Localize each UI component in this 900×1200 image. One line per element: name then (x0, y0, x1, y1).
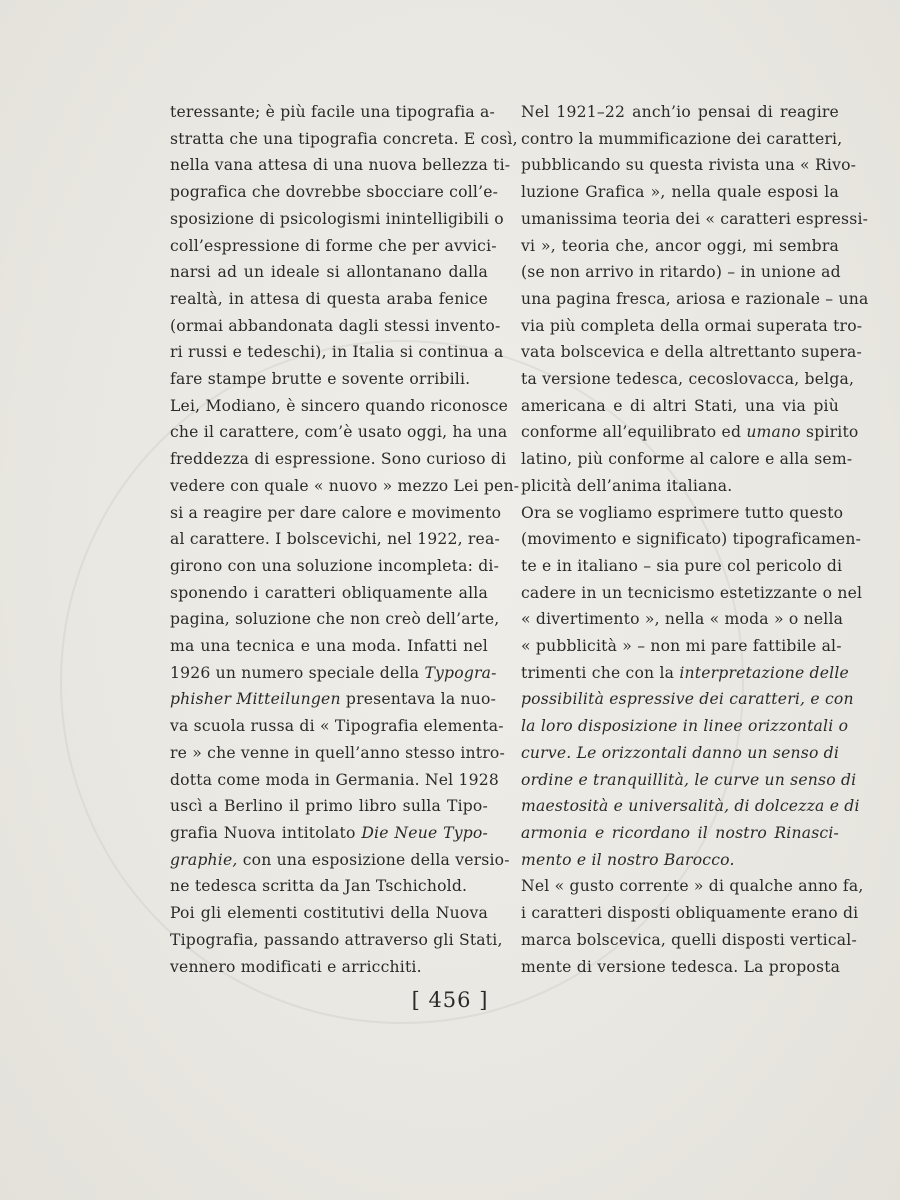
text-run: teressante; è più facile una tipografia a- (170, 103, 496, 121)
text-run: Ora se vogliamo esprimere tutto questo (521, 503, 844, 522)
text-line (521, 847, 839, 874)
text-run: coll’espressione di forme che per avvici- (170, 236, 497, 255)
text-run: americana e di altri Stati, una via più (521, 396, 839, 415)
text-run: ri russi e tedeschi), in Italia si continua a (170, 343, 504, 362)
text-run: 1926 un numero speciale della (170, 663, 425, 682)
text-run: pagina, soluzione che non creò dell’arte, (170, 610, 500, 629)
text-run: si a reagire per dare calore e movimento (170, 503, 502, 522)
text-line (170, 339, 504, 366)
text-run: luzione Grafica », nella quale esposi la (521, 183, 839, 202)
text-line (170, 419, 508, 446)
text-line (521, 713, 849, 740)
text-line (170, 366, 488, 393)
text-run: al carattere. I bolscevichi, nel 1922, rea- (170, 530, 500, 549)
text-line (521, 393, 839, 420)
text-run: fare stampe brutte e sovente orribili. (170, 370, 471, 389)
text-line (521, 419, 859, 446)
text-run: (ormai abbandonata dagli stessi invento- (170, 316, 501, 335)
text-run: sposizione di psicologismi inintelligibili o (170, 209, 504, 228)
text-line (170, 660, 497, 687)
text-line (521, 152, 857, 179)
text-run: pubblicando su questa rivista una « Rivo- (521, 156, 857, 175)
text-line (170, 633, 488, 660)
italic-run: phisher Mitteilungen (170, 690, 341, 709)
text-run: ne tedesca scritta da Jan Tschichold. (170, 877, 468, 896)
text-run: realtà, in attesa di questa araba fenice (170, 289, 488, 308)
text-run: nella vana attesa di una nuova bellezza ti- (170, 156, 511, 175)
text-line (170, 606, 500, 633)
text-line (521, 366, 855, 393)
text-run: una pagina fresca, ariosa e razionale – una (521, 289, 869, 308)
text-line (521, 686, 854, 713)
text-run: spirito (800, 423, 859, 442)
text-run: Poi gli elementi costitutivi della Nuova (170, 904, 488, 923)
text-run: umanissima teoria dei « caratteri espressi- (521, 209, 869, 228)
text-line (170, 206, 504, 233)
text-line (521, 606, 844, 633)
text-run: con una esposizione della versio- (237, 850, 510, 869)
text-line (170, 927, 503, 954)
text-line (521, 500, 844, 527)
text-line (170, 820, 488, 847)
text-line (521, 580, 863, 607)
text-line (170, 954, 488, 981)
text-line (521, 126, 843, 153)
text-line (170, 446, 507, 473)
text-run: vi », teoria che, ancor oggi, mi sembra (521, 236, 839, 255)
text-line (170, 99, 496, 126)
text-run: dotta come moda in Germania. Nel 1928 (170, 770, 500, 789)
text-run: « pubblicità » – non mi pare fattibile al- (521, 637, 842, 656)
text-run: uscì a Berlino il primo libro sulla Tipo- (170, 797, 488, 816)
text-line (521, 179, 839, 206)
text-line (521, 793, 860, 820)
text-line (170, 313, 501, 340)
text-run: pografica che dovrebbe sbocciare coll’e- (170, 183, 499, 202)
text-line (170, 286, 488, 313)
text-line (170, 152, 511, 179)
text-line (170, 233, 497, 260)
text-run: Tipografia, passando attraverso gli Stati, (170, 930, 503, 949)
text-run: « divertimento », nella « moda » o nella (521, 610, 844, 629)
text-run: re » che venne in quell’anno stesso intro- (170, 743, 505, 762)
text-run: sponendo i caratteri obliquamente alla (170, 583, 488, 602)
left-text-column (170, 99, 520, 980)
text-line (170, 767, 500, 794)
text-line (170, 740, 505, 767)
text-line (170, 847, 510, 874)
text-run: conforme all’equilibrato ed (521, 423, 747, 442)
italic-run: Die Neue Typo- (361, 823, 488, 842)
text-run: freddezza di espressione. Sono curioso di (170, 450, 507, 469)
text-line (170, 793, 488, 820)
text-line (521, 900, 859, 927)
text-line (170, 686, 497, 713)
italic-run: armonia e ricordano il nostro Rinasci- (521, 823, 839, 842)
text-line (521, 873, 864, 900)
text-line (521, 740, 839, 767)
text-run: Nel 1921–22 anch’io pensai di reagire (521, 103, 839, 121)
italic-run: interpretazione delle (679, 663, 849, 682)
text-run: latino, più conforme al calore e alla sem- (521, 450, 853, 469)
text-line (521, 473, 839, 500)
text-line (521, 99, 839, 126)
page-number: [ 456 ] (411, 988, 489, 1012)
text-run: grafia Nuova intitolato (170, 823, 362, 842)
text-line (521, 633, 842, 660)
text-run: vennero modificati e arricchiti. (170, 957, 422, 976)
text-line (521, 313, 863, 340)
text-line (170, 873, 488, 900)
text-line (521, 820, 839, 847)
text-run: presentava la nuo- (340, 690, 497, 709)
right-text-column (521, 99, 869, 980)
text-line (521, 286, 869, 313)
text-run: Nel « gusto corrente » di qualche anno fa, (521, 877, 864, 896)
text-run: cadere in un tecnicismo estetizzante o nel (521, 583, 863, 602)
text-run: (se non arrivo in ritardo) – in unione ad (521, 263, 841, 282)
text-line (170, 500, 502, 527)
text-run: ta versione tedesca, cecoslovacca, belga, (521, 370, 855, 389)
italic-run: la loro disposizione in linee orizzontali o (521, 717, 849, 736)
text-run: ma una tecnica e una moda. Infatti nel (170, 637, 488, 656)
text-line (170, 526, 500, 553)
italic-run: graphie, (170, 850, 238, 869)
text-line (521, 259, 839, 286)
italic-run: curve. Le orizzontali danno un senso di (521, 743, 840, 762)
text-run: i caratteri disposti obliquamente erano di (521, 904, 859, 923)
text-line (170, 259, 488, 286)
text-run: plicità dell’anima italiana. (521, 476, 733, 495)
text-line (521, 767, 857, 794)
text-run: via più completa della ormai superata tro- (521, 316, 863, 335)
text-line (521, 446, 853, 473)
text-run: vedere con quale « nuovo » mezzo Lei pen- (170, 476, 520, 495)
text-line (521, 954, 839, 981)
text-run: stratta che una tipografia concreta. E così, (170, 129, 518, 148)
text-line (521, 233, 839, 260)
text-line (521, 526, 862, 553)
text-line (521, 927, 857, 954)
text-line (170, 580, 488, 607)
text-line (521, 660, 849, 687)
text-run: contro la mummificazione dei caratteri, (521, 129, 843, 148)
text-line (170, 473, 520, 500)
italic-run: umano (746, 423, 801, 442)
text-run: va scuola russa di « Tipografia elementa- (170, 717, 504, 736)
text-line (170, 179, 499, 206)
text-line (170, 126, 518, 153)
italic-run: mento e il nostro Barocco. (521, 850, 735, 869)
text-run: girono con una soluzione incompleta: di- (170, 556, 500, 575)
text-line (170, 713, 504, 740)
text-line (170, 900, 488, 927)
text-run: vata bolscevica e della altrettanto supera- (521, 343, 862, 362)
text-line (521, 206, 869, 233)
italic-run: maestosità e universalità, di dolcezza e di (521, 797, 860, 816)
text-run: narsi ad un ideale si allontanano dalla (170, 263, 488, 282)
italic-run: possibilità espressive dei caratteri, e con (521, 690, 854, 709)
text-run: te e in italiano – sia pure col pericolo di (521, 556, 843, 575)
text-line (170, 553, 500, 580)
text-run: marca bolscevica, quelli disposti vertical- (521, 930, 857, 949)
text-run: (movimento e significato) tipograficamen- (521, 530, 862, 549)
text-line (521, 553, 843, 580)
italic-run: ordine e tranquillità, le curve un senso di (521, 770, 857, 789)
text-run: trimenti che con la (521, 663, 680, 682)
text-run: mente di versione tedesca. La proposta (521, 957, 841, 976)
text-line (170, 393, 509, 420)
text-run: che il carattere, com’è usato oggi, ha una (170, 423, 508, 442)
text-line (521, 339, 862, 366)
text-run: Lei, Modiano, è sincero quando riconosce (170, 396, 509, 415)
italic-run: Typogra- (424, 663, 497, 682)
